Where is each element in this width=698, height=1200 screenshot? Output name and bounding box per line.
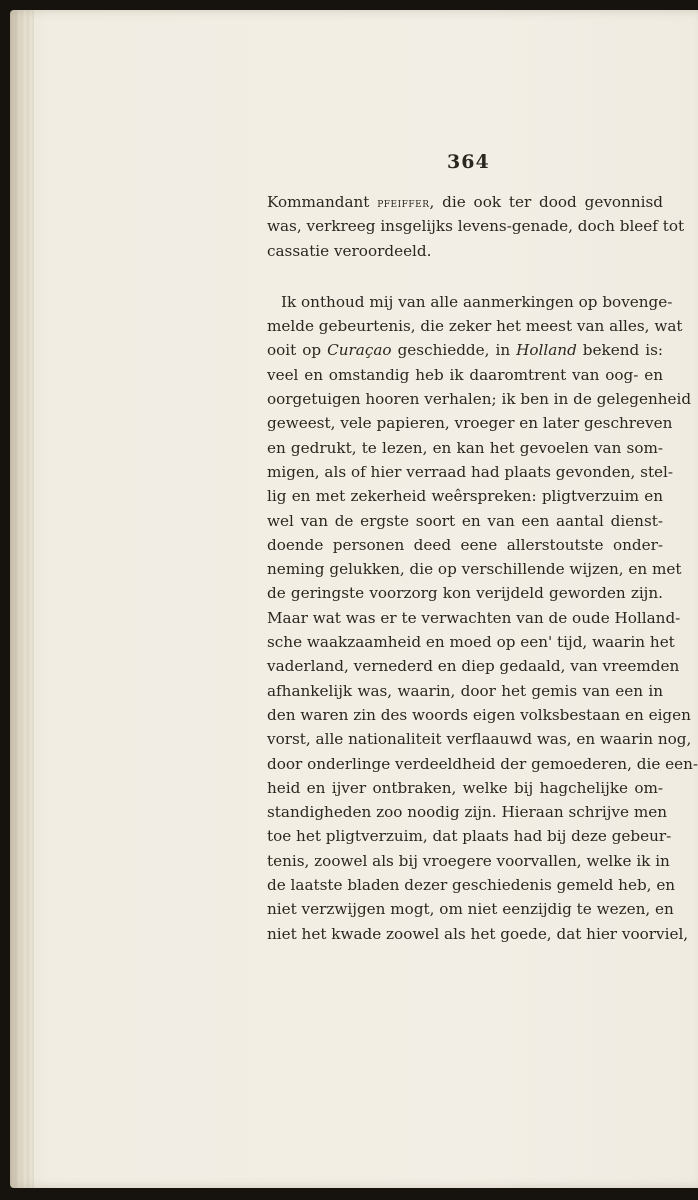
text-line: geweest, vele papieren, vroeger en later geschreven [267, 414, 673, 433]
italic-place-name: Holland [516, 341, 577, 360]
page-gutter-edge [10, 10, 34, 1188]
text-line: vorst, alle nationaliteit verflaauwd was, en waarin nog, [267, 730, 692, 749]
book-page [10, 10, 698, 1188]
text-line: afhankelijk was, waarin, door het gemis van een in [267, 681, 663, 700]
text-line: en gedrukt, te lezen, en kan het gevoelen van som- [267, 438, 663, 457]
text-line: lig en met zekerheid weêrspreken: pligtverzuim en [267, 487, 663, 506]
text-line: was, verkreeg insgelijks levens-genade, doch bleef tot [267, 217, 685, 236]
text-line [267, 190, 663, 214]
text-line: migen, als of hier verraad had plaats gevonden, stel- [267, 462, 674, 481]
page-number: 364 [447, 151, 490, 173]
text-line: melde gebeurtenis, die zeker het meest van alles, wat [267, 317, 683, 336]
text-line: oorgetuigen hooren verhalen; ik ben in de gelegenheid [267, 390, 692, 409]
text-line: neming gelukken, die op verschillende wijzen, en met [267, 560, 682, 579]
text-line: doende personen deed eene allerstoutste onder- [267, 535, 663, 554]
text-line: niet verzwijgen mogt, om niet eenzijdig te wezen, en [267, 900, 674, 919]
text-line: vaderland, vernederd en diep gedaald, van vreemden [267, 657, 680, 676]
text-line: veel en omstandig heb ik daaromtrent van oog- en [267, 365, 663, 384]
text-line: standigheden zoo noodig zijn. Hieraan schrijve men [267, 803, 667, 822]
text-line: Ik onthoud mij van alle aanmerkingen op bovenge- [281, 292, 673, 311]
text-line: de geringste voorzorg kon verijdeld geworden zijn. [267, 584, 663, 603]
small-caps-name: pfeiffer [377, 195, 430, 210]
text-line: sche waakzaamheid en moed op een' tijd, waarin het [267, 633, 675, 652]
text-line: Maar wat was er te verwachten van de oude Holland- [267, 608, 681, 627]
text-run: geschiedde, in [391, 341, 517, 360]
text-line: cassatie veroordeeld. [267, 241, 432, 260]
italic-place-name: Curaçao [327, 341, 392, 360]
text-run: ooit op [267, 341, 328, 360]
text-line: door onderlinge verdeeldheid der gemoederen, die een- [267, 754, 698, 773]
text-line: toe het pligtverzuim, dat plaats had bij deze gebeur- [267, 827, 672, 846]
text-run: Kommandant [267, 193, 378, 211]
text-line: den waren zin des woords eigen volksbestaan en eigen [267, 705, 691, 724]
paragraph-gap [267, 263, 663, 290]
text-line: tenis, zoowel als bij vroegere voorvallen, welke ik in [267, 851, 670, 870]
text-line: wel van de ergste soort en van een aantal dienst- [267, 511, 663, 530]
text-line: heid en ijver ontbraken, welke bij hagchelijke om- [267, 778, 663, 797]
text-line [267, 338, 663, 362]
text-run: bekend is: [576, 341, 663, 360]
text-line: de laatste bladen dezer geschiedenis gemeld heb, en [267, 876, 676, 895]
text-line: niet het kwade zoowel als het goede, dat hier voorviel, [267, 924, 689, 943]
body-text [267, 190, 698, 946]
text-run: , die ook ter dood gevonnisd [429, 193, 663, 211]
